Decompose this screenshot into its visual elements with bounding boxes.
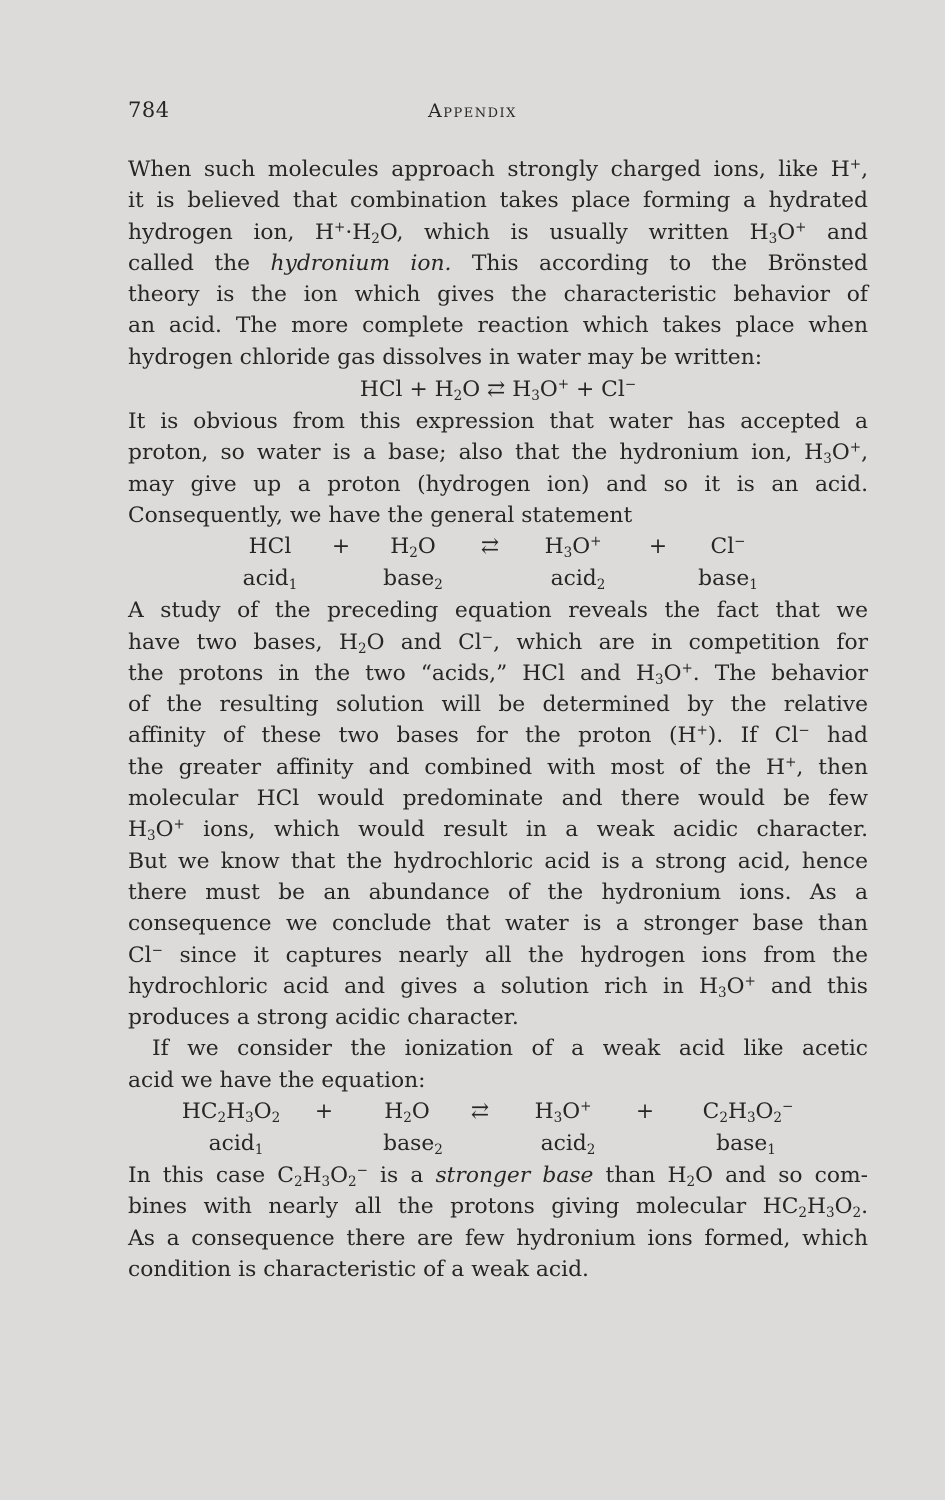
para1-line2: it is believed that combination takes place forming a hydrated xyxy=(128,188,868,214)
para4-line1: If we consider the ionization of a weak acid like acetic xyxy=(152,1036,868,1062)
eq2-label-acid2: acid$_2$ xyxy=(550,566,606,594)
running-title: Appendix xyxy=(428,100,517,122)
para3-line3: the protons in the two “acids,” HCl and $H_3O^+$. The behavior xyxy=(128,660,868,688)
para1-line5: theory is the ion which gives the characteristic behavior of xyxy=(128,282,868,308)
eq2-water: $H_2O$ xyxy=(390,534,436,562)
eq2-plus-1: + xyxy=(331,534,351,560)
eq3-hydronium: $H_3O^+$ xyxy=(534,1098,592,1127)
eq3-arrow: ⇄ xyxy=(470,1099,490,1125)
equation-general-statement xyxy=(128,531,868,595)
page-number: 784 xyxy=(128,98,170,122)
eq2-hcl: HCl xyxy=(248,534,292,560)
para2-line1: It is obvious from this expression that water has accepted a xyxy=(128,409,868,435)
para3-line2: have two bases, $H_2O$ and Cl−, which are in competition for xyxy=(128,629,868,657)
eq2-label-base2: base$_2$ xyxy=(383,566,443,594)
eq3-label-base2: base$_2$ xyxy=(383,1131,443,1159)
eq3-label-acid2: acid$_2$ xyxy=(540,1131,596,1159)
eq3-plus-2: + xyxy=(635,1099,655,1125)
para3-line6: the greater affinity and combined with most of the H+, then xyxy=(128,754,868,780)
para2-line4: Consequently, we have the general statement xyxy=(128,502,633,528)
para1-line7: hydrogen chloride gas dissolves in water may be written: xyxy=(128,344,763,370)
para3-line11: consequence we conclude that water is a stronger base than xyxy=(128,911,868,937)
eq2-hydronium: $H_3O^+$ xyxy=(544,533,602,562)
para4-line2: acid we have the equation: xyxy=(128,1067,426,1093)
para5-line2: bines with nearly all the protons giving molecular $HC_2H_3O_2$. xyxy=(128,1194,868,1222)
para5-line4: condition is characteristic of a weak acid. xyxy=(128,1256,589,1282)
para1-line4: called the hydronium ion. This according to the Brönsted xyxy=(128,250,868,276)
eq3-acetate: $C_2H_3O_2^-$ xyxy=(702,1098,794,1127)
eq2-chloride: Cl− xyxy=(710,533,746,560)
equation-acetic-acid xyxy=(128,1096,868,1160)
para2-line3: may give up a proton (hydrogen ion) and so it is an acid. xyxy=(128,471,868,497)
page-body xyxy=(128,154,868,1285)
para3-line9: But we know that the hydrochloric acid is a strong acid, hence xyxy=(128,848,868,874)
para1-line6: an acid. The more complete reaction which takes place when xyxy=(128,313,868,339)
para5-line1: In this case $C_2H_3O_2^-$ is a stronger base than $H_2O$ and so com- xyxy=(128,1162,868,1191)
para3-line5: affinity of these two bases for the proton (H+). If Cl− had xyxy=(128,723,868,749)
para3-line13: hydrochloric acid and gives a solution rich in $H_3O^+$ and this xyxy=(128,973,868,1001)
para3-line10: there must be an abundance of the hydronium ions. As a xyxy=(128,879,868,905)
eq3-water: $H_2O$ xyxy=(384,1099,430,1127)
eq3-label-acid1: acid$_1$ xyxy=(208,1131,264,1159)
para3-line1: A study of the preceding equation reveals the fact that we xyxy=(128,598,868,624)
para2-line2: proton, so water is a base; also that the hydronium ion, $H_3O^+$, xyxy=(128,439,868,468)
eq2-label-acid1: acid$_1$ xyxy=(242,566,298,594)
para1-line3: hydrogen ion, $H^+\cdot H_2O$, which is usually written $H_3O^+$ and xyxy=(128,219,868,247)
para3-line4: of the resulting solution will be determined by the relative xyxy=(128,692,868,718)
eq2-plus-2: + xyxy=(648,534,668,560)
para1-line1: When such molecules approach strongly charged ions, like H+, xyxy=(128,156,868,182)
para3-line12: Cl− since it captures nearly all the hydrogen ions from the xyxy=(128,942,868,968)
para3-line8: $H_3O^+$ ions, which would result in a weak acidic character. xyxy=(128,816,868,845)
eq2-arrow: ⇄ xyxy=(480,534,500,560)
eq3-label-base1: base$_1$ xyxy=(716,1131,776,1159)
eq3-plus-1: + xyxy=(314,1099,334,1125)
para3-line14: produces a strong acidic character. xyxy=(128,1005,519,1031)
equation-hcl-water: HCl + $H_2O$ ⇄ $H_3O^+ + Cl^-$ xyxy=(359,376,637,405)
eq2-label-base1: base$_1$ xyxy=(698,566,758,594)
para5-line3: As a consequence there are few hydronium ions formed, which xyxy=(128,1225,868,1251)
eq3-acetic-acid: $HC_2H_3O_2$ xyxy=(181,1099,281,1127)
para3-line7: molecular HCl would predominate and there would be few xyxy=(128,786,868,812)
